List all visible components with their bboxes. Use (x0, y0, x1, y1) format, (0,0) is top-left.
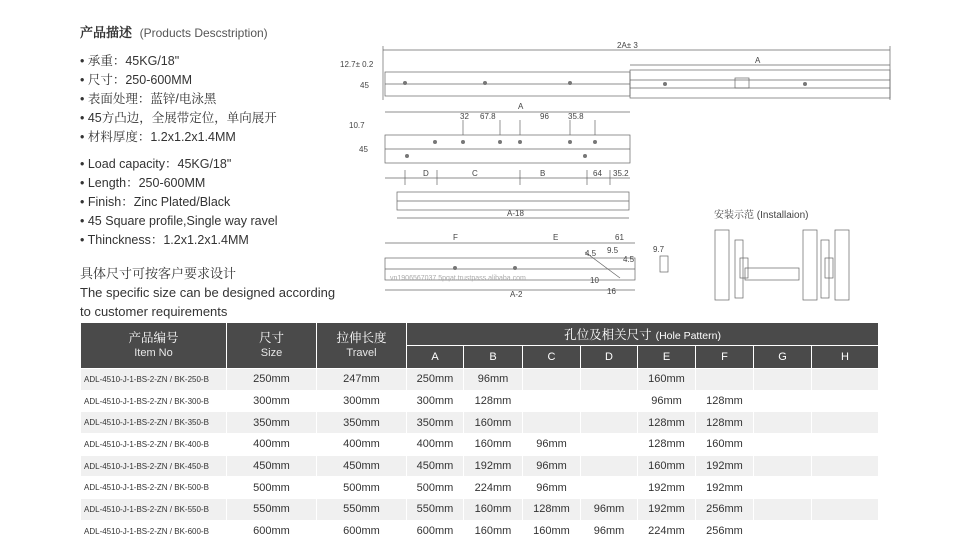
table-cell (581, 369, 638, 391)
dim-9-7: 9.7 (653, 245, 665, 254)
table-row (81, 390, 879, 412)
table-cell (812, 412, 879, 434)
item-no-cell: ADL-4510-J-1-BS-2-ZN / BK-550-B (81, 499, 227, 521)
item-no-cell: ADL-4510-J-1-BS-2-ZN / BK-350-B (81, 412, 227, 434)
watermark: vn1906567037 5pqat.trustpass.alibaba.com (390, 275, 526, 282)
table-cell: 350mm (317, 412, 407, 434)
table-cell: 192mm (638, 499, 696, 521)
item-no-cell: ADL-4510-J-1-BS-2-ZN / BK-300-B (81, 390, 227, 412)
table-cell: 160mm (464, 412, 523, 434)
table-cell (754, 520, 812, 542)
table-cell: 160mm (638, 455, 696, 477)
table-row (81, 520, 879, 542)
table-cell (696, 369, 754, 391)
item-no-cell: ADL-4510-J-1-BS-2-ZN / BK-500-B (81, 477, 227, 499)
table-cell: 450mm (407, 455, 464, 477)
table-cell: 350mm (227, 412, 317, 434)
table-cell: 600mm (227, 520, 317, 542)
table-cell: 300mm (227, 390, 317, 412)
spec-item: • 45方凸边，全展带定位，单向展开 (80, 109, 360, 128)
table-cell: 160mm (696, 434, 754, 456)
col-hole-e: E (638, 346, 696, 369)
col-hole-pattern: 孔位及相关尺寸 (Hole Pattern) (407, 323, 879, 346)
dim-64: 64 (593, 169, 602, 178)
dim-c: C (472, 169, 478, 178)
table-cell (581, 412, 638, 434)
table-cell: 160mm (464, 499, 523, 521)
heading-cn: 产品描述 (80, 25, 133, 40)
table-cell: 160mm (464, 434, 523, 456)
table-cell (581, 455, 638, 477)
table-cell: 128mm (696, 412, 754, 434)
spec-item: • Finish：Zinc Plated/Black (80, 193, 360, 212)
custom-note-en-2: to customer requirements (80, 304, 228, 319)
table-cell: 247mm (317, 369, 407, 391)
table-cell: 192mm (696, 455, 754, 477)
dim-35-2: 35.2 (613, 169, 629, 178)
table-cell: 96mm (523, 477, 581, 499)
table-cell: 400mm (407, 434, 464, 456)
table-cell: 300mm (317, 390, 407, 412)
table-cell: 550mm (317, 499, 407, 521)
col-hole-a: A (407, 346, 464, 369)
dim-96: 96 (540, 112, 549, 121)
table-row (81, 477, 879, 499)
col-size: 尺寸 Size (227, 323, 317, 369)
table-cell: 160mm (638, 369, 696, 391)
table-cell (754, 477, 812, 499)
table-cell: 96mm (523, 434, 581, 456)
spec-item: • Load capacity：45KG/18" (80, 155, 360, 174)
table-row (81, 499, 879, 521)
custom-note (80, 264, 335, 321)
col-hole-h: H (812, 346, 879, 369)
table-row (81, 455, 879, 477)
col-hole-g: G (754, 346, 812, 369)
table-row (81, 412, 879, 434)
table-cell (812, 455, 879, 477)
spec-item: • Length：250-600MM (80, 174, 360, 193)
table-cell: 500mm (227, 477, 317, 499)
col-item-no: 产品编号 Item No (81, 323, 227, 369)
dim-12-7: 12.7± 0.2 (340, 60, 374, 69)
table-cell: 128mm (638, 434, 696, 456)
table-cell (754, 369, 812, 391)
spec-table (80, 322, 879, 543)
col-hole-b: B (464, 346, 523, 369)
table-cell: 550mm (407, 499, 464, 521)
spec-item: • 表面处理：蓝锌/电泳黑 (80, 90, 360, 109)
table-cell (812, 499, 879, 521)
dim-10: 10 (590, 276, 599, 285)
table-cell: 192mm (464, 455, 523, 477)
table-cell: 450mm (227, 455, 317, 477)
table-cell (812, 390, 879, 412)
table-cell: 500mm (317, 477, 407, 499)
table-cell: 96mm (523, 455, 581, 477)
table-cell: 128mm (464, 390, 523, 412)
table-cell (754, 390, 812, 412)
table-row (81, 434, 879, 456)
col-hole-c: C (523, 346, 581, 369)
table-cell: 256mm (696, 520, 754, 542)
table-cell (812, 434, 879, 456)
dim-35-8: 35.8 (568, 112, 584, 121)
table-cell: 128mm (523, 499, 581, 521)
dim-61: 61 (615, 233, 624, 242)
dim-2a: 2A± 3 (617, 41, 638, 50)
installation-title: 安装示范 (Installaion) (714, 210, 809, 221)
dim-45-top: 45 (360, 81, 369, 90)
table-cell (812, 520, 879, 542)
spec-list (80, 52, 360, 250)
table-cell: 128mm (696, 390, 754, 412)
dim-f: F (453, 233, 458, 242)
spec-item: • 承重：45KG/18" (80, 52, 360, 71)
table-cell (581, 390, 638, 412)
table-cell: 96mm (464, 369, 523, 391)
dim-a-top: A (755, 56, 761, 65)
table-cell: 450mm (317, 455, 407, 477)
dim-4-5-a: 4.5 (585, 249, 597, 258)
dim-a-2: A-2 (510, 290, 523, 299)
table-cell (754, 499, 812, 521)
table-cell: 400mm (227, 434, 317, 456)
heading-en: (Products Descstription) (139, 26, 268, 40)
table-cell: 96mm (581, 499, 638, 521)
col-hole-f: F (696, 346, 754, 369)
col-hole-d: D (581, 346, 638, 369)
table-cell (523, 369, 581, 391)
custom-note-en-1: The specific size can be designed according (80, 285, 336, 300)
table-cell: 192mm (638, 477, 696, 499)
dim-16: 16 (607, 287, 616, 296)
table-cell (754, 412, 812, 434)
col-travel: 拉伸长度 Travel (317, 323, 407, 369)
table-cell (581, 434, 638, 456)
dim-45-mid: 45 (359, 145, 368, 154)
technical-drawing (335, 40, 895, 302)
table-cell: 224mm (464, 477, 523, 499)
dim-9-5: 9.5 (607, 246, 619, 255)
table-cell: 500mm (407, 477, 464, 499)
table-cell: 600mm (407, 520, 464, 542)
table-cell: 224mm (638, 520, 696, 542)
table-cell: 192mm (696, 477, 754, 499)
dim-10-7: 10.7 (349, 121, 365, 130)
table-cell: 96mm (581, 520, 638, 542)
table-cell: 250mm (407, 369, 464, 391)
table-cell (812, 369, 879, 391)
table-cell (523, 412, 581, 434)
spec-table-body (81, 369, 879, 543)
dim-4-5-b: 4.5 (623, 255, 635, 264)
item-no-cell: ADL-4510-J-1-BS-2-ZN / BK-450-B (81, 455, 227, 477)
item-no-cell: ADL-4510-J-1-BS-2-ZN / BK-400-B (81, 434, 227, 456)
table-cell: 256mm (696, 499, 754, 521)
dim-a-mid: A (518, 102, 524, 111)
table-cell: 96mm (638, 390, 696, 412)
dim-a-18: A-18 (507, 209, 524, 218)
section-heading (80, 22, 268, 41)
table-cell (581, 477, 638, 499)
table-cell: 600mm (317, 520, 407, 542)
spec-item: • 材料厚度：1.2x1.2x1.4MM (80, 128, 360, 147)
dim-b: B (540, 169, 546, 178)
custom-note-cn: 具体尺寸可按客户要求设计 (80, 266, 237, 281)
dim-e: E (553, 233, 559, 242)
dim-32: 32 (460, 112, 469, 121)
table-cell: 160mm (523, 520, 581, 542)
item-no-cell: ADL-4510-J-1-BS-2-ZN / BK-600-B (81, 520, 227, 542)
dim-67-8: 67.8 (480, 112, 496, 121)
table-cell (754, 434, 812, 456)
spec-item: • 45 Square profile,Single way ravel (80, 212, 360, 231)
table-cell: 550mm (227, 499, 317, 521)
item-no-cell: ADL-4510-J-1-BS-2-ZN / BK-250-B (81, 369, 227, 391)
table-cell (523, 390, 581, 412)
dim-d: D (423, 169, 429, 178)
spec-item: • Thinckness：1.2x1.2x1.4MM (80, 231, 360, 250)
table-cell: 300mm (407, 390, 464, 412)
table-cell (754, 455, 812, 477)
table-cell (812, 477, 879, 499)
table-cell: 250mm (227, 369, 317, 391)
table-cell: 350mm (407, 412, 464, 434)
table-cell: 128mm (638, 412, 696, 434)
table-cell: 400mm (317, 434, 407, 456)
spec-item: • 尺寸：250-600MM (80, 71, 360, 90)
table-row (81, 369, 879, 391)
table-cell: 160mm (464, 520, 523, 542)
